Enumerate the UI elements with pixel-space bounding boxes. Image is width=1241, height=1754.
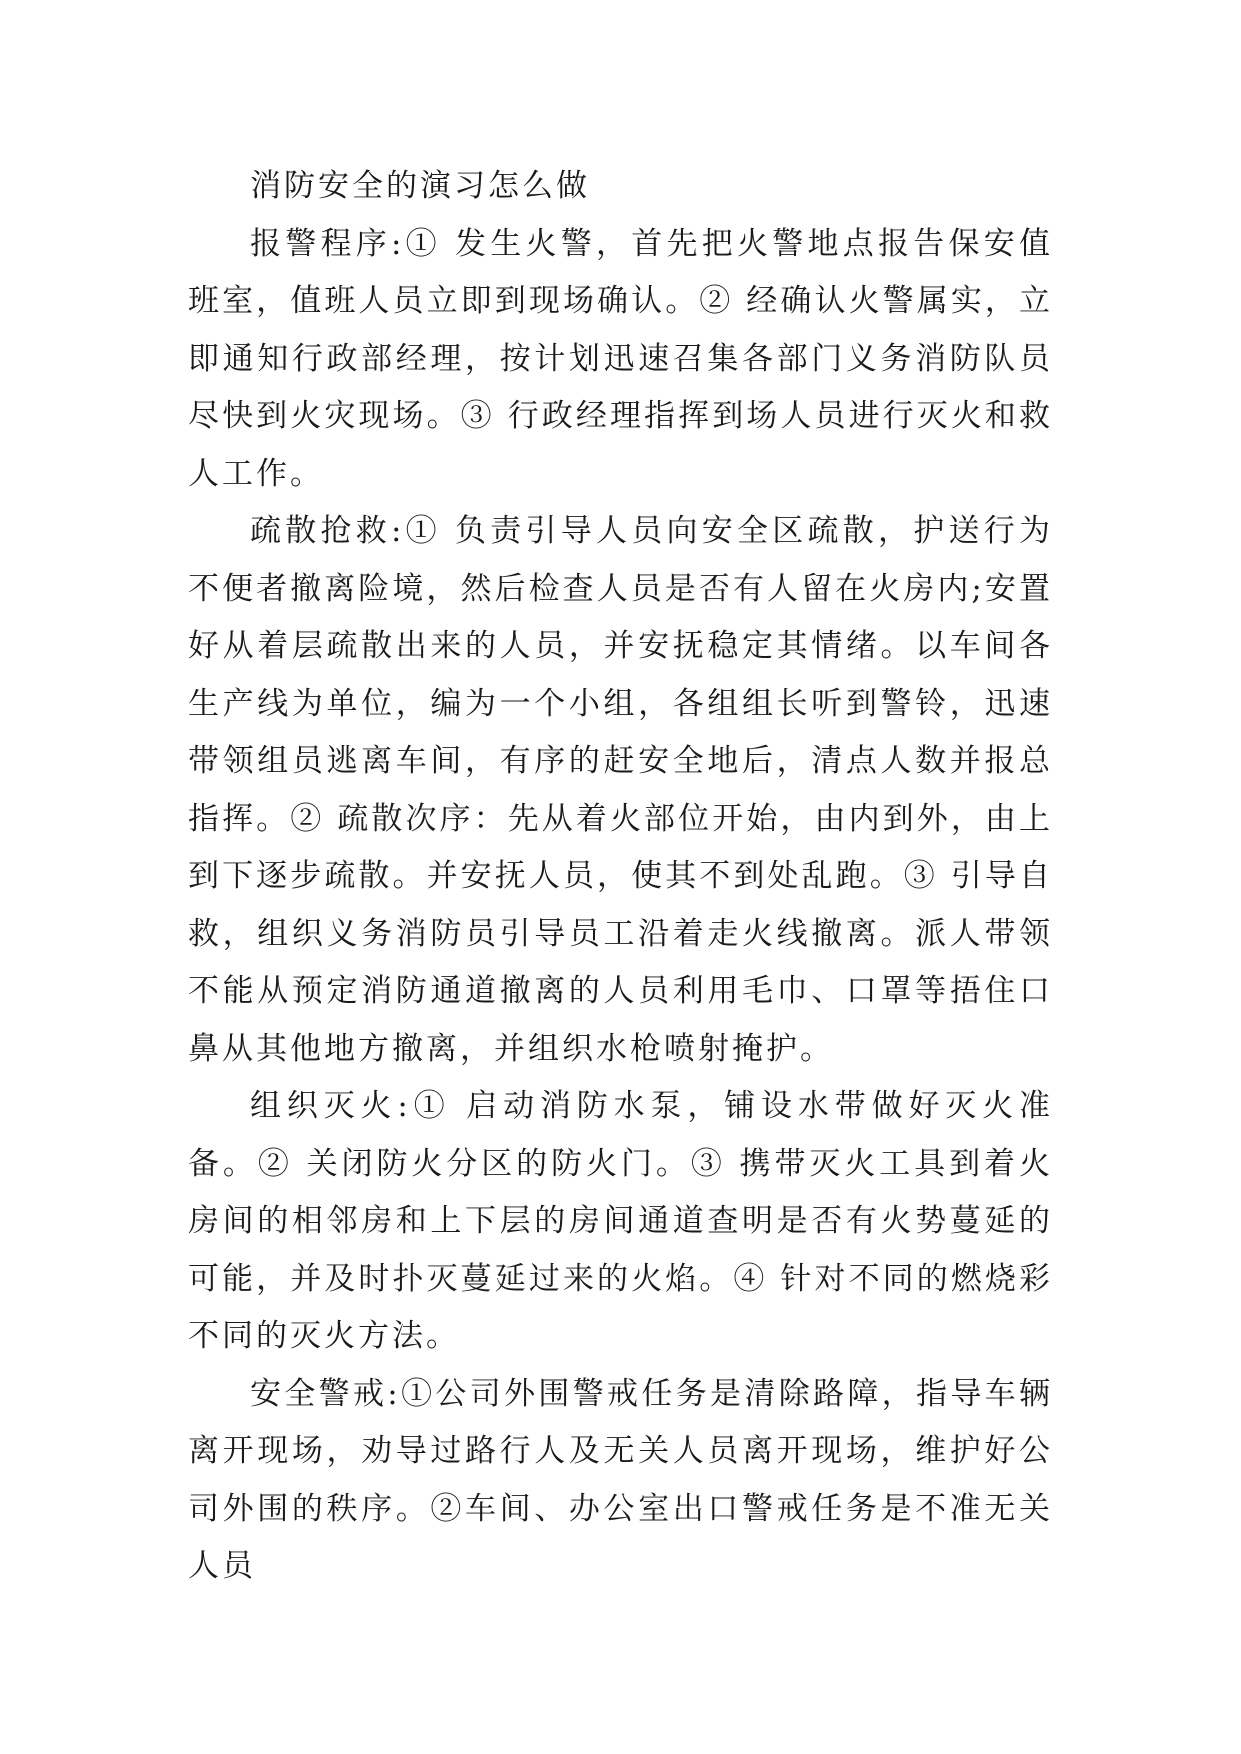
document-title: 消防安全的演习怎么做	[250, 168, 590, 204]
paragraph-fire-fighting: 组织灭火:① 启动消防水泵，铺设水带做好灭火准备。② 关闭防火分区的防火门。③ 携带灭火工具到着火房间的相邻房和上下层的房间通道查明是否有火势蔓延的可能，并及时扑灭蔓延过来的火焰。④ 针对不同的燃烧彩不同的灭火方法。	[188, 1088, 1053, 1354]
document-body	[188, 158, 1053, 1596]
paragraph-security-cordon: 安全警戒:①公司外围警戒任务是清除路障，指导车辆离开现场，劝导过路行人及无关人员离开现场，维护好公司外围的秩序。②车间、办公室出口警戒任务是不准无关人员	[188, 1375, 1053, 1584]
paragraph-evacuation-rescue: 疏散抢救:① 负责引导人员向安全区疏散，护送行为不便者撤离险境，然后检查人员是否有人留在火房内;安置好从着层疏散出来的人员，并安抚稳定其情绪。以车间各生产线为单位，编为一个小组，各组组长听到警铃，迅速带领组员逃离车间，有序的赶安全地后，清点人数并报总指挥。② 疏散次序：先从着火部位开始，由内到外，由上到下逐步疏散。并安抚人员，使其不到处乱跑。③ 引导自救，组织义务消防员引导员工沿着走火线撤离。派人带领不能从预定消防通道撤离的人员利用毛巾、口罩等捂住口鼻从其他地方撤离，并组织水枪喷射掩护。	[188, 513, 1053, 1067]
paragraph-alarm-procedure: 报警程序:① 发生火警，首先把火警地点报告保安值班室，值班人员立即到现场确认。② 经确认火警属实，立即通知行政部经理，按计划迅速召集各部门义务消防队员尽快到火灾现场。③ 行政经理指挥到场人员进行灭火和救人工作。	[188, 225, 1053, 492]
